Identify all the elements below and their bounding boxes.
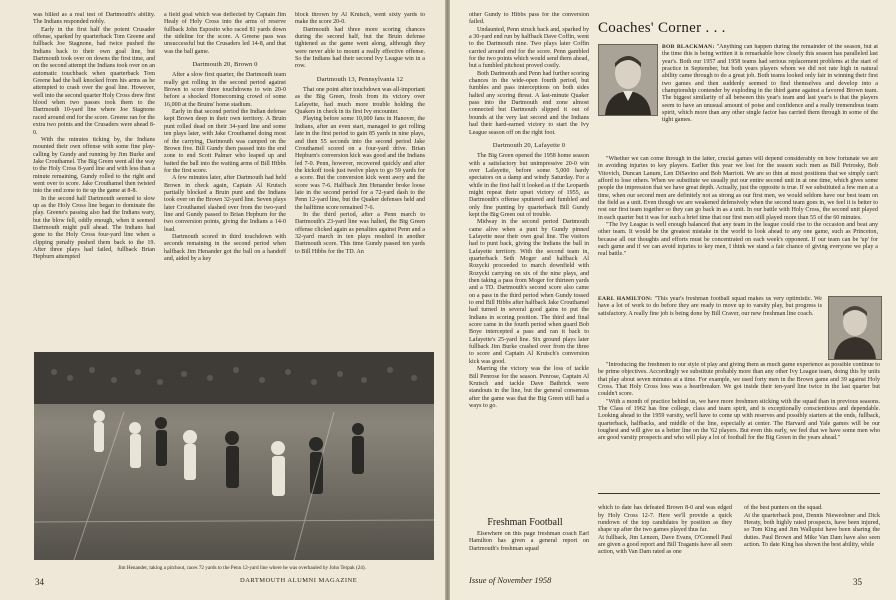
- paragraph: [598, 296, 822, 318]
- speaker-label: BOB BLACKMAN:: [662, 44, 715, 50]
- hamilton-text: [598, 296, 822, 360]
- hamilton-paragraph-1: "This year's freshman football squad makes us very optimistic. We have a lot of work to do before they are ready to move up to varsity play, but progress is satisfactory. A really fine job is being done by Bill Craver, our new freshman line coach.: [598, 296, 822, 317]
- right-page: [450, 0, 896, 600]
- portrait-image: [829, 297, 881, 359]
- paragraph: After a slow first quarter, the Dartmouth team really got rolling in the second period against Brown to score three touchdowns to win 20-0 before a shocked Homecoming crowd of some 16,000 at the Bruins' home stadium.: [164, 72, 286, 108]
- right-column-1: [469, 12, 589, 514]
- hamilton-paragraph-3: "With a month of practice behind us, we have more freshmen sticking with the squad than in previous seasons. The Class of 1962 has fine college, class and team spirit, and is exceptionally conscientious and dependable. Looking ahead to the 1959 varsity, we'll have to come up with reserves and possibly starters at the ends, fullback, quarterback, halfbacks, and middle of the line, especially at center. The Harvard and Yale games will be our toughest and will give us a better line on the '62 players. But even this early, we feel that we have some men who are good varsity prospects and who will play a lot of football for the Big Green in the years ahead.": [598, 398, 880, 442]
- paragraph: a field goal which was deflected by Captain Jim Healy of Holy Cross into the arms of reserve fullback John Esposito who raced 81 yards down the sideline for the score. A Greene pass was unsuccessful but the Crusaders led 14-8, and that was the ball game.: [164, 12, 286, 55]
- hamilton-text-full: [598, 362, 880, 490]
- section-heading: Dartmouth 20, Brown 0: [192, 61, 258, 69]
- football-photo: [34, 352, 434, 560]
- left-column-2: [164, 12, 286, 352]
- paragraph: was billed as a real test of Dartmouth's ability. The Indians responded nobly.: [33, 12, 155, 26]
- hamilton-paragraph-2: "Introducing the freshmen to our style of play and giving them as much game experience as possible continue to be prime objectives. Accordingly we substitute probably more than any other Ivy League team, doing this by units that play about seven minutes at a time. For example, we used forty men in the Brown game and 39 against Holy Cross. That Holy Cross loss was a heartbreaker. We got inside their ten-yard line twice in the last quarter but couldn't score.: [598, 362, 880, 398]
- portrait-image: [599, 45, 657, 115]
- freshman-rundown-left: [598, 498, 732, 572]
- paragraph: With the minutes ticking by, the Indians mounted their own offense with some fine play-calling by Gundy and running by Jim Burke and Jake Crouthamel. The Big Green went all the way to the Holy Cross 8-yard line and with less than a minute remaining, Gundy rolled to the right and went over to score. Jake Crouthamel then twisted into the end zone to tie up the game at 8-8.: [33, 136, 155, 195]
- paragraph: other Gundy to Hibbs pass for the conversion failed.: [469, 12, 589, 26]
- paragraph: Midway in the second period Dartmouth came alive when a punt by Gundy pinned Lafayette near their own goal line. The visitors had to punt back, giving the Indians the ball in Lafayette territory. With the second team in, quarterback Seth Moger and halfback Al Rozycki proceeded to march downfield with Rozycki carrying on six of the nine plays, and then taking a pass from Moger for thirteen yards and a TD. Dartmouth's second score also came on a pass in the third period when Gundy tossed to end Bill Hibbs after halfback Jake Crouthamel had turned in several good gains to put the Indians in scoring position. The third and final score came in the fourth period when guard Bob Boye intercepted a pass and ran it back to Lafayette's 25-yard line. Six ground plays later fullback Jim Burke crashed over from the three to score and Captain Al Krutsch's conversion kick was good.: [469, 219, 589, 365]
- freshman-football-heading: Freshman Football: [487, 517, 563, 528]
- coach-blackman-portrait: [598, 44, 658, 116]
- left-page: [0, 0, 445, 600]
- paragraph: Marring the victory was the loss of tackle Bill Penrose for the season. Penrose, Captain Al Krutsch and tackle Dave Bathrick were standouts in the line, but the general consensus after the game was that the Big Green still had a ways to go.: [469, 366, 589, 409]
- coach-hamilton-portrait: [828, 296, 882, 360]
- left-column-3: [295, 12, 425, 352]
- paragraph: which to date has defeated Brown 8-0 and was edged by Holy Cross 12-7. Here we'll provide a quick rundown of the top candidates by position as they shape up after the two games played thus far. At fullback, Jim Lenzen, Dave Evans, O'Connell Paul are given a good report and Bill Traganis have all seen action, with Van Dam rated as one: [598, 505, 732, 556]
- paragraph: block thrown by Al Krutsch, went sixty yards to make the score 20-0.: [295, 12, 425, 26]
- paragraph: Both Dartmouth and Penn had further scoring chances in the wide-open fourth period, but fumbles and pass interceptions on both sides halted any scoring threat. A last-minute Quaker pass into the Dartmouth end zone almost connected but Dartmouth slipped it out of bounds at the very last second and the Indians had their hard-earned victory to start the Ivy League season off on the right foot.: [469, 70, 589, 136]
- paragraph: Undaunted, Penn struck back and, sparked by a 30-yard end run by halfback Dave Coffin, went to the Dartmouth nine. Two plays later Coffin carried around end for the score. Penn gambled for the two points which would send them ahead, but a fumbled pitchout proved costly.: [469, 26, 589, 70]
- coaches-corner-title: Coaches' Corner . . .: [598, 20, 726, 36]
- paragraph: Elsewhere on this page freshman coach Earl Hamilton has given a general report on Dartmouth's freshman squad: [469, 531, 589, 552]
- freshman-rundown-right: [744, 498, 880, 572]
- paragraph: In the third period, after a Penn march to Dartmouth's 23-yard line was halted, the Big Green offense clicked again as penalties against Penn and a 32-yard march in ten plays resulted in another Dartmouth score. This time Gundy passed ten yards to Bill Hibbs for the TD. An: [295, 211, 425, 255]
- section-heading: Dartmouth 20, Lafayette 0: [492, 141, 566, 149]
- football-action-image: [34, 352, 434, 560]
- page-number-left: 34: [35, 577, 44, 587]
- paragraph: That one point after touchdown was all-important as the Big Green, fresh from its victory over Lafayette, had much more trouble holding the Quakers in check in its first Ivy encounter.: [295, 87, 425, 116]
- blackman-paragraph-2: "Whether we can come through in the latter, crucial games will depend considerably on how fortunate we are in avoiding injuries to key players. Earlier this year we lost for the season such men as Bill Petrosky, Bob Vitovich, Duncan Lanum, Len DiSavino and Bob Marriott. We are so thin at most positions that we simply can't afford to lose others. When we substitute we usually put our entire second unit in at one time, which gives some people the impression that we have great depth. Actually, just the opposite is true. If we substituted a few men at a time, when our second men are definitely not as strong as our first men, we would seldom have our best team on the field as a unit. Even though we are weakened defensively when the second team goes in, we feel it is better to rest our first team together so they can go back in as a unit. In our battle with Holy Cross, the second unit played in each quarter but it was for such a brief time that our first men still played more than 55 of the 60 minutes.: [598, 156, 878, 221]
- paragraph: A few minutes later, after Dartmouth had held Brown in check again, Captain Al Krutsch partially blocked a Bruin punt and the Indians took over on the Brown 32-yard line. Seven plays later Crouthamel slashed over from the two-yard line and Gundy passed to Brian Hepburn for the two conversion points, giving the Indians a 14-0 lead.: [164, 175, 286, 233]
- paragraph: In the second half Dartmouth seemed to slow up as the Holy Cross line began to dominate the play. Greene's passing also had the Indians wary, but the blow fell, oddly enough, when it seemed Dartmouth might pull ahead. The Indians had gone to the Holy Cross four-yard line when a clipping penalty pushed them back to the 19. After three plays had failed, fullback Brian Hepburn attempted: [33, 195, 155, 261]
- paragraph: Playing before some 10,000 fans in Hanover, the Indians, after an even start, managed to get rolling late in the first period to gain 85 yards in nine plays, and then 55 seconds into the second period Jake Crouthamel scored on a four-yard drive. Brian Hepburn's conversion kick was good and the Indians led 7-0. Penn, however, recovered quickly and after the kickoff took just twelve plays to go 59 yards for a score. But the conversion kick went awry and the score was 7-6. Halfback Jim Henander broke loose late in the second period for a 72-yard dash to the Penn 12-yard line, but the Quaker defenses held and the halftime score remained 7-6.: [295, 116, 425, 211]
- paragraph: The Big Green opened the 1958 home season with a satisfactory but unimpressive 20-0 win over Lafayette, before some 5,000 hardy spectators on a damp and windy Saturday. For a while in the first half it looked as if the Leopards might repeat their upset victory of 1955, as Dartmouth's offense sputtered and fumbled and only fine punting by quarterback Bill Gundy kept the Big Green out of trouble.: [469, 153, 589, 218]
- running-head: DARTMOUTH ALUMNI MAGAZINE: [240, 577, 358, 584]
- left-column-1: [33, 12, 155, 352]
- paragraph: of the best punters on the squad. At the quarterback post, Dennis Nieweohner and Dick Heraty, both highly rated prospects, have been injured, so Tom King and Jim Wallquist have been sharing the duties. Paul Brown and Mike Van Dam have also seen action. To date King has shown the best ability, while: [744, 505, 880, 549]
- photo-caption: Jim Henander, taking a pitchout, races 72 yards to the Penn 12-yard line where he was overhauled by John Terpak (24).: [118, 565, 366, 571]
- section-rule: [598, 493, 880, 494]
- paragraph: Dartmouth scored in third touchdown with seconds remaining in the second period when halfback Jim Henander got the ball on a handoff and, aided by a key: [164, 233, 286, 262]
- paragraph: [662, 44, 878, 125]
- page-number-right: 35: [853, 577, 862, 587]
- blackman-text-full: [598, 156, 878, 292]
- paragraph: Dartmouth had three more scoring chances during the second half, but the Bruin defense tightened as the game went along, although they were never able to mount a really effective offense. So the Indians had their second Ivy League win in a row.: [295, 26, 425, 70]
- blackman-paragraph-3: "The Ivy League is well enough balanced that any team in the league could rise to the occasion and beat any other team. It would be the greatest mistake in the world to look ahead to any one game, such as Princeton, because all our thoughts and efforts must be concentrated on each week's opponent. If our team can be 'up' for each game and if we can avoid injuries to key men, I think we stand a fair chance of giving everyone we play a real battle.": [598, 222, 878, 258]
- issue-line: Issue of November 1958: [469, 575, 552, 585]
- blackman-paragraph-1: "Anything can happen during the remainder of the season, but at the time this is being written it is remarkable how closely this season has paralleled last year's. Both our 1957 and 1958 teams had serious replacement problems at the start of practice in September, but both years players whom we did not rate high in natural ability came through to do a great job. Both teams looked only fair in winning their first two games and then suddenly seemed to find themselves and develop into a championship contender by exploding in the third game against a favored Brown team. The biggest similarity of all between this year's team and last year's is that the players seem to have an unusual amount of poise and confidence and a really tremendous team spirit, which more than any other single factor has carried them through in some of the tight games.: [662, 44, 878, 124]
- section-heading: Dartmouth 13, Pennsylvania 12: [316, 75, 404, 83]
- paragraph: Early in that second period the Indian defense kept Brown deep in their own territory. A Bruin punt rolled dead on their 34-yard line and some ten plays later, with Jake Crouthamel doing most of the carrying, Dartmouth was camped on the Brown five. Bill Gundy then passed into the end zone to end Scott Palmer who leaped up and batted the ball into the waiting arms of Bill Hibbs for the first score.: [164, 109, 286, 174]
- paragraph: Early in the first half the potent Crusader offense, sparked by quarterback Tom Greene and fullback Joe Stagnone, had twice pushed the Indians back to their own goal line, but Dartmouth took over on downs the first time, and on the second attempt the Indians took over on an automatic touchback when quarterback Tom Greene had the ball knocked from his arms as he attempted to crash over the goal line. However, well into the second quarter Holy Cross drew first blood when two passes took them to the Dartmouth 10-yard line where Joe Stagnone raced around end for the score. Greene ran for the extra two points and the Crusaders were ahead 8-0.: [33, 26, 155, 136]
- blackman-text-beside: [662, 44, 878, 152]
- freshman-football-text: [469, 531, 589, 571]
- speaker-label: EARL HAMILTON:: [598, 296, 653, 302]
